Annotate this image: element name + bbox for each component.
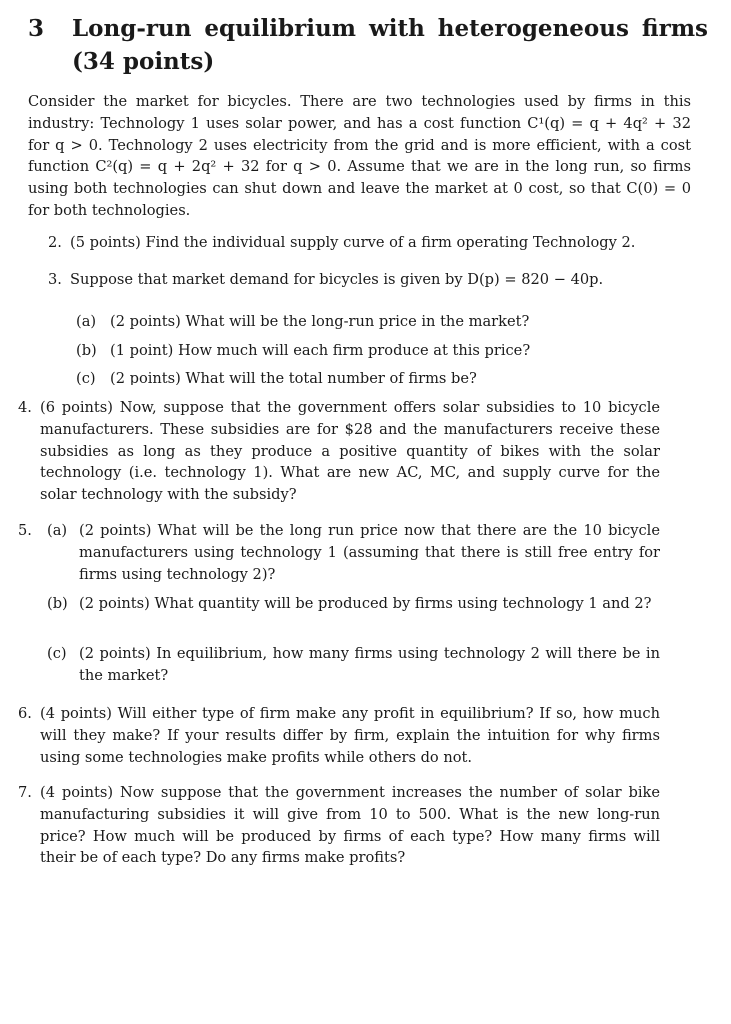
question-5b-label: (b) bbox=[47, 595, 68, 612]
question-3a-text: (2 points) What will be the long-run price in the market? bbox=[110, 313, 530, 330]
question-3b-label: (b) bbox=[76, 342, 97, 359]
section-title: Long-run equilibrium with heterogeneous firms (34 points) bbox=[72, 15, 708, 75]
question-3c-text: (2 points) What will the total number of firms be? bbox=[110, 370, 477, 385]
question-2-label: 2. bbox=[48, 234, 62, 251]
question-3-label: 3. bbox=[48, 271, 62, 288]
question-6-label: 6. bbox=[18, 705, 32, 722]
question-3a-label: (a) bbox=[76, 313, 97, 330]
question-7-label: 7. bbox=[18, 784, 32, 801]
question-2-text: (5 points) Find the individual supply curve of a firm operating Technology 2. bbox=[70, 234, 636, 251]
question-5a-text: (2 points) What will be the long run price now that there are the 10 bicycle manufacturers using technology 1 (assuming that there is still free entry for firms using technology 2)? bbox=[79, 522, 660, 583]
question-3b-text: (1 point) How much will each firm produce at this price? bbox=[110, 342, 531, 359]
question-6-text: (4 points) Will either type of firm make any profit in equilibrium? If so, how much will they make? If your results differ by firm, explain the intuition for why firms using some technologies make profits while others do not. bbox=[40, 705, 660, 766]
question-5c-text: (2 points) In equilibrium, how many firms using technology 2 will there be in the market? bbox=[79, 645, 660, 684]
intro-paragraph: Consider the market for bicycles. There are two technologies used by firms in this industry: Technology 1 uses solar power, and has a cost function C¹(q) = q + 4q² + 32 for q > 0. Technology 2 uses electricity from the grid and is more efficient, with a cost function C²(q) = q + 2q² + 32 for q > 0. Assume that we are in the long run, so firms using both technologies can shut down and leave the market at 0 cost, so that C(0) = 0 for both technologies. bbox=[28, 93, 691, 219]
question-5b-text: (2 points) What quantity will be produced by firms using technology 1 and 2? bbox=[79, 595, 652, 612]
question-5-label: 5. bbox=[18, 522, 32, 539]
question-4-text: (6 points) Now, suppose that the government offers solar subsidies to 10 bicycle manufacturers. These subsidies are for $28 and the manufacturers receive these subsidies as long as they produce a positive quantity of bikes with the solar technology (i.e. technology 1). What are new AC, MC, and supply curve for the solar technology with the subsidy? bbox=[40, 399, 660, 504]
question-5c-label: (c) bbox=[47, 645, 67, 662]
question-4-label: 4. bbox=[18, 399, 32, 416]
question-3-text: Suppose that market demand for bicycles is given by D(p) = 820 − 40p. bbox=[70, 271, 604, 288]
section-number: 3 bbox=[28, 15, 45, 42]
question-7-text: (4 points) Now suppose that the government increases the number of solar bike manufacturing subsidies it will give from 10 to 500. What is the new long-run price? How much will be produced by firms of each type? How many firms will their be of each type? Do any firms make profits? bbox=[40, 784, 660, 867]
question-5a-label: (a) bbox=[47, 522, 68, 539]
question-3c-label: (c) bbox=[76, 370, 96, 385]
